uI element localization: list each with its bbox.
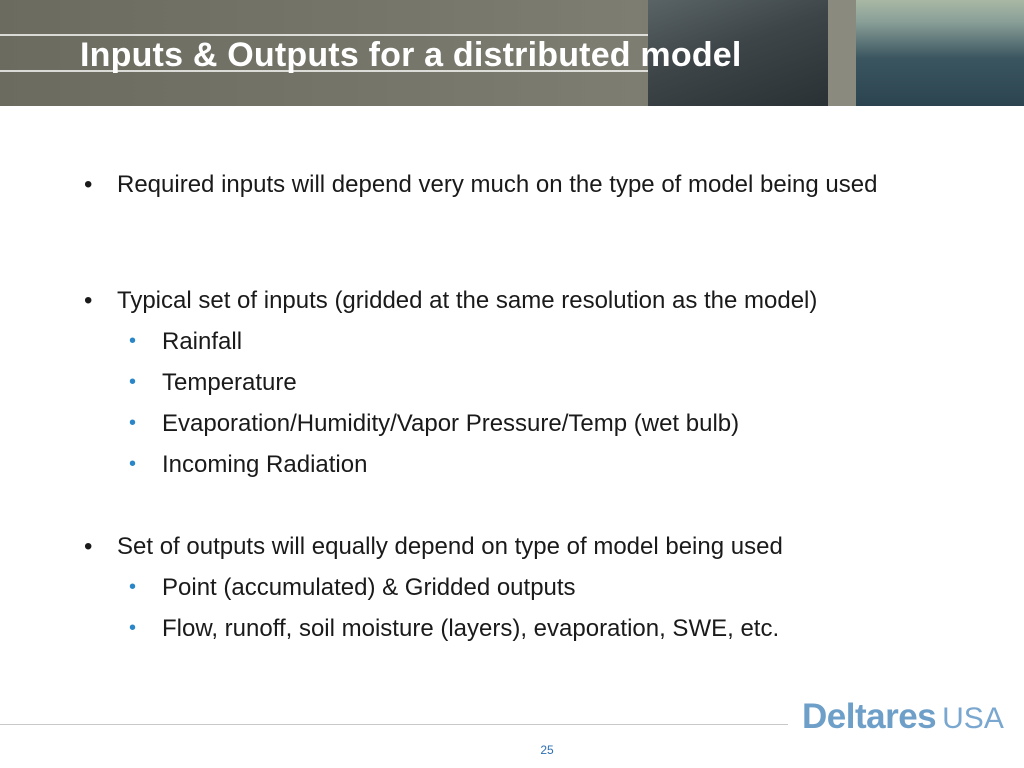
sub-bullet-marker: •	[129, 617, 137, 639]
deltares-logo	[802, 697, 1004, 737]
sub-bullet-item	[129, 366, 982, 399]
bullet-item	[84, 284, 967, 317]
sub-bullet-marker: •	[129, 371, 137, 393]
slide-title: Inputs & Outputs for a distributed model	[80, 36, 742, 74]
sub-bullet-text: Temperature	[162, 369, 297, 396]
header-banner	[0, 0, 1024, 106]
logo-brand: Deltares	[802, 697, 937, 736]
sub-bullet-item	[129, 571, 982, 604]
sub-bullet-item	[129, 448, 982, 481]
sub-bullet-item	[129, 407, 982, 440]
sub-bullet-marker: •	[129, 412, 137, 434]
bullet-item	[84, 530, 967, 563]
sub-bullet-item	[129, 325, 982, 358]
sub-bullet-marker: •	[129, 330, 137, 352]
page-number: 25	[540, 743, 554, 757]
footer-divider	[0, 724, 788, 725]
sub-bullet-marker: •	[129, 453, 137, 475]
header-photo-gap	[828, 0, 856, 106]
sub-bullet-text: Incoming Radiation	[162, 451, 368, 478]
header-photo-river	[856, 0, 1024, 106]
bullet-item	[84, 168, 967, 201]
bullet-text: Set of outputs will equally depend on type of model being used	[117, 533, 783, 560]
sub-bullet-text: Evaporation/Humidity/Vapor Pressure/Temp (wet bulb)	[162, 410, 740, 437]
logo-suffix: USA	[942, 702, 1004, 735]
sub-bullet-text: Point (accumulated) & Gridded outputs	[162, 574, 576, 601]
sub-bullet-text: Rainfall	[162, 328, 243, 355]
bullet-marker: •	[84, 533, 93, 560]
bullet-text: Required inputs will depend very much on the type of model being used	[117, 171, 878, 198]
sub-bullet-text: Flow, runoff, soil moisture (layers), evaporation, SWE, etc.	[162, 615, 780, 642]
bullet-text: Typical set of inputs (gridded at the same resolution as the model)	[117, 287, 818, 314]
sub-bullet-marker: •	[129, 576, 137, 598]
bullet-marker: •	[84, 171, 93, 198]
sub-bullet-item	[129, 612, 982, 645]
bullet-marker: •	[84, 287, 93, 314]
